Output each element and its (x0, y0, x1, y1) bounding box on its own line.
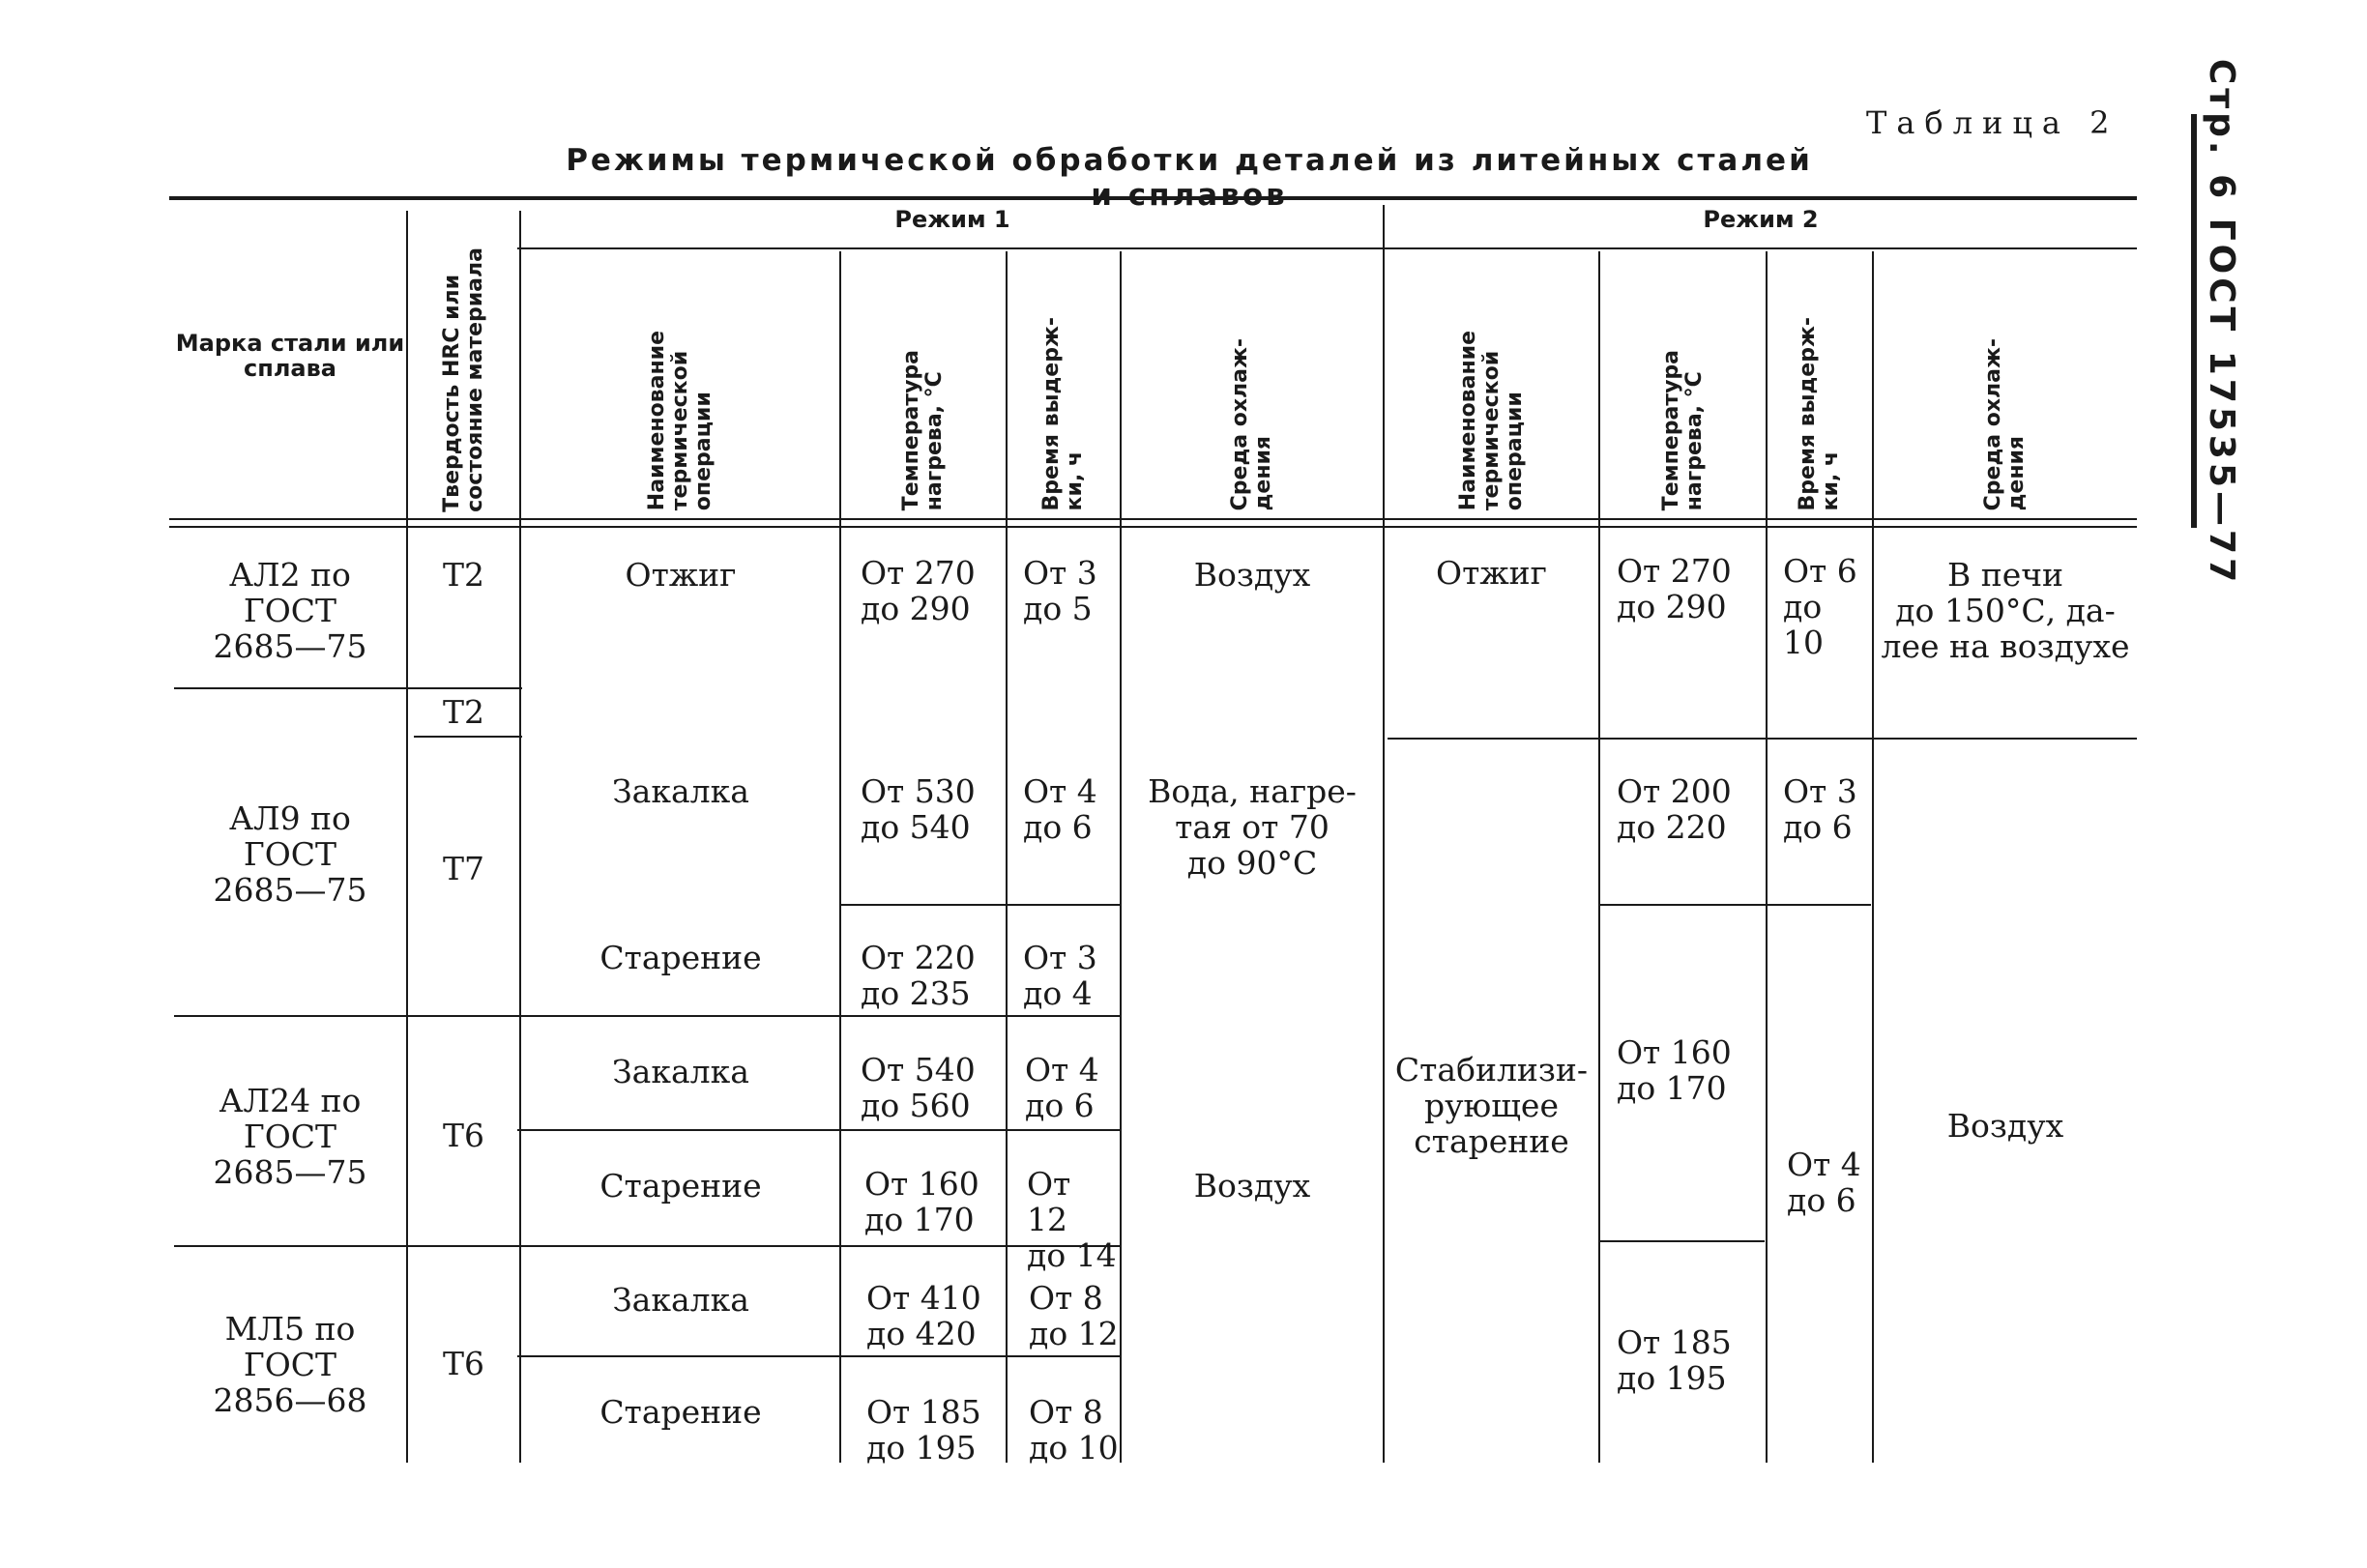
state-al9-t7: Т7 (442, 850, 484, 887)
header-m1-hold-time (1008, 253, 1120, 510)
rule-mode2-al2-bottom (1388, 738, 2137, 740)
rule-al2-bottom-grade (174, 687, 522, 689)
table-number: Таблица 2 (1866, 104, 2119, 141)
header-m1-cooling-text: Среда охлаж- дения (1228, 337, 1275, 510)
header-m2-operation (1385, 253, 1598, 510)
rule-al9-quench-m1 (841, 904, 1122, 906)
m1-cool-al2: Воздух (1193, 556, 1311, 594)
m1-cool-al24-ml5: Воздух (1193, 1167, 1311, 1205)
header-m1-operation (522, 253, 839, 510)
m2-op-al2: Отжиг (1436, 554, 1547, 592)
m2-op-stabilize: Стабилизи- рующее старение (1394, 1051, 1589, 1160)
m1-time-al24-age: От 12 до 14 (1027, 1165, 1117, 1274)
header-m1-operation-text: Наименование термической операции (645, 330, 716, 510)
m1-time-al9-age: От 3 до 4 (1023, 939, 1097, 1012)
state-al24: Т6 (442, 1117, 484, 1154)
m1-temp-al9-age: От 220 до 235 (861, 939, 976, 1012)
header-m2-temperature (1600, 253, 1766, 510)
m1-temp-al2: От 270 до 290 (861, 554, 976, 627)
header-m1-temperature-text: Температура нагрева, °С (899, 349, 947, 510)
header-grade: Марка стали или сплава (175, 330, 405, 382)
header-mode-1: Режим 1 (894, 206, 1010, 233)
header-m1-hold-time-text: Время выдерж- ки, ч (1039, 316, 1087, 510)
m1-cool-al9-quench: Вода, нагре- тая от 70 до 90°С (1148, 772, 1357, 882)
m1-op-ml5-age: Старение (599, 1393, 762, 1431)
header-m2-hold-time (1768, 253, 1872, 510)
m1-temp-al24-age: От 160 до 170 (864, 1165, 979, 1238)
header-hardness (408, 205, 519, 512)
m1-time-ml5-age: От 8 до 10 (1029, 1393, 1119, 1466)
header-m2-operation-text: Наименование термической операции (1455, 330, 1527, 510)
header-m2-temperature-text: Температура нагрева, °С (1658, 349, 1707, 510)
m1-temp-ml5-age: От 185 до 195 (866, 1393, 981, 1466)
rule-al24-quench (517, 1129, 1122, 1131)
rule-al9-bottom (174, 1015, 1122, 1017)
m1-op-ml5-quench: Закалка (612, 1281, 749, 1319)
header-m2-cooling-text: Среда охлаж- дения (1981, 337, 2029, 510)
m2-time-al2: От 6 до 10 (1783, 552, 1857, 661)
header-m1-temperature (841, 253, 1006, 510)
m1-temp-al9-quench: От 530 до 540 (861, 772, 976, 846)
rule-m2-temp-al24-bottom (1600, 1240, 1765, 1242)
m1-time-al24-quench: От 4 до 6 (1025, 1051, 1099, 1124)
m2-temp-al2: От 270 до 290 (1617, 552, 1732, 625)
header-hardness-text: Твердость HRC или состояние материала (439, 247, 487, 512)
header-bottom-double-rule (169, 518, 2137, 528)
m1-op-al9-age: Старение (599, 939, 762, 976)
table-title: Режимы термической обработки деталей из литейных сталей и сплавов (566, 143, 1813, 213)
m2-cool-shared: Воздух (1946, 1107, 2064, 1145)
m1-time-al2: От 3 до 5 (1023, 554, 1097, 627)
m1-temp-ml5-quench: От 410 до 420 (866, 1279, 981, 1352)
mode-header-rule (517, 247, 2137, 249)
m2-temp-al24: От 160 до 170 (1617, 1033, 1732, 1107)
page-reference-text: Стр. 6 ГОСТ 17535—77 (2202, 58, 2242, 586)
grade-ml5: МЛ5 по ГОСТ 2856—68 (213, 1310, 367, 1419)
rule-al9-m2-temp-time (1600, 904, 1871, 906)
state-al2: Т2 (442, 556, 484, 594)
m1-time-ml5-quench: От 8 до 12 (1029, 1279, 1119, 1352)
m2-cool-al2: В печи до 150°С, да- лее на воздухе (1881, 556, 2130, 665)
grade-al9: АЛ9 по ГОСТ 2685—75 (213, 799, 367, 909)
rule-t2-bottom (414, 736, 522, 738)
state-ml5: Т6 (442, 1345, 484, 1382)
header-m2-cooling (1874, 253, 2137, 510)
m2-time-shared: От 4 до 6 (1787, 1146, 1861, 1219)
m2-temp-ml5: От 185 до 195 (1617, 1323, 1732, 1397)
header-m2-hold-time-text: Время выдерж- ки, ч (1796, 316, 1843, 510)
m1-op-al24-quench: Закалка (612, 1053, 749, 1090)
vline-state (519, 211, 521, 1463)
grade-al2: АЛ2 по ГОСТ 2685—75 (213, 556, 367, 665)
m1-temp-al24-quench: От 540 до 560 (861, 1051, 976, 1124)
header-m1-cooling (1122, 253, 1383, 510)
grade-al24: АЛ24 по ГОСТ 2685—75 (213, 1082, 367, 1191)
table-top-rule (169, 196, 2137, 200)
m2-temp-al9: От 200 до 220 (1617, 772, 1732, 846)
state-al9-t2: Т2 (442, 693, 484, 731)
rule-al24-bottom (174, 1245, 1122, 1247)
m1-op-al2: Отжиг (625, 556, 737, 594)
m1-op-al24-age: Старение (599, 1167, 762, 1205)
header-mode-2: Режим 2 (1703, 206, 1819, 233)
page-reference (2195, 58, 2249, 586)
m1-time-al9-quench: От 4 до 6 (1023, 772, 1097, 846)
m1-op-al9-quench: Закалка (612, 772, 749, 810)
rule-ml5-quench (517, 1355, 1122, 1357)
m2-time-al9: От 3 до 6 (1783, 772, 1857, 846)
